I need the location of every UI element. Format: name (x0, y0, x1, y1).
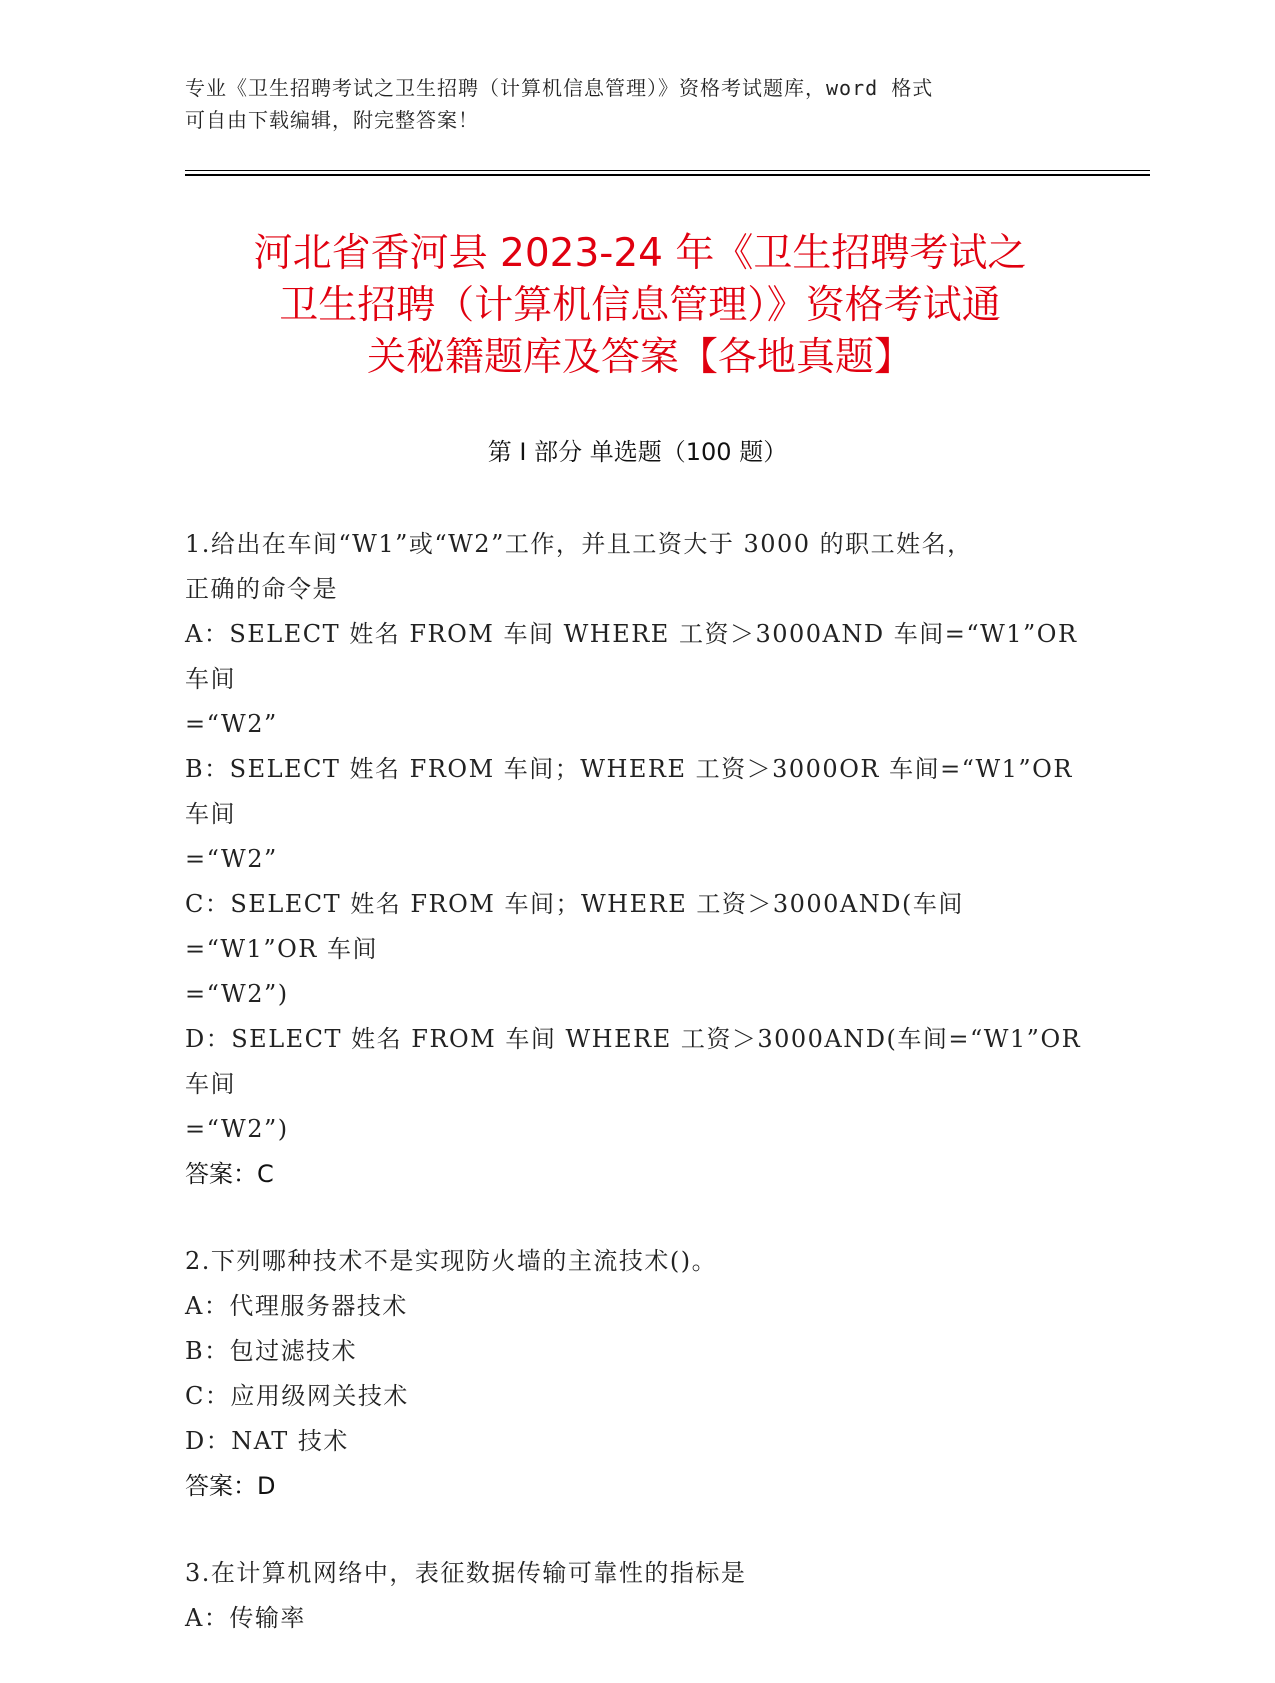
question-2-answer: 答案：D (185, 1472, 276, 1500)
header-rule-top (185, 170, 1150, 171)
question-1-option-a-line-2: =“W2” (185, 710, 278, 738)
section-title: 第 I 部分 单选题（100 题） (487, 438, 788, 466)
document-title-line-3: 关秘籍题库及答案【各地真题】 (366, 335, 913, 380)
question-list (185, 522, 1085, 1683)
header-note-line-2: 可自由下载编辑，附完整答案！ (185, 108, 479, 132)
document-title-line-2: 卫生招聘（计算机信息管理）》资格考试通 (279, 283, 1001, 328)
header-note (185, 72, 1065, 136)
document-title (150, 228, 1130, 384)
question-1-answer: 答案：C (185, 1160, 274, 1188)
question-1-option-c-line-2: =“W2”) (185, 980, 289, 1008)
question-1-stem-line-1: 1.给出在车间“W1”或“W2”工作，并且工资大于 3000 的职工姓名， (185, 530, 973, 558)
header-rule-bottom (185, 174, 1150, 176)
question-2 (185, 1239, 1085, 1509)
question-3 (185, 1551, 1085, 1641)
question-1-option-a-line-1: A：SELECT 姓名 FROM 车间 WHERE 工资＞3000AND 车间=“W1”OR 车间 (185, 620, 1078, 693)
question-1-option-d-line-2: =“W2”) (185, 1115, 289, 1143)
question-2-option-d: D：NAT 技术 (185, 1427, 349, 1455)
question-2-option-a: A：代理服务器技术 (185, 1292, 408, 1320)
question-1 (185, 522, 1085, 1197)
question-1-option-b-line-2: =“W2” (185, 845, 278, 873)
question-3-stem: 3.在计算机网络中，表征数据传输可靠性的指标是 (185, 1559, 747, 1587)
document-title-line-1: 河北省香河县 2023-24 年《卫生招聘考试之 (253, 231, 1027, 276)
question-2-stem: 2.下列哪种技术不是实现防火墙的主流技术()。 (185, 1247, 718, 1275)
question-2-option-c: C：应用级网关技术 (185, 1382, 409, 1410)
question-1-option-c-line-1: C：SELECT 姓名 FROM 车间；WHERE 工资＞3000AND(车间=“W1”OR 车间 (185, 890, 964, 963)
question-2-option-b: B：包过滤技术 (185, 1337, 358, 1365)
header-note-line-1: 专业《卫生招聘考试之卫生招聘（计算机信息管理）》资格考试题库，word 格式 (185, 76, 934, 100)
question-3-option-a: A：传输率 (185, 1604, 306, 1632)
question-1-option-d-line-1: D：SELECT 姓名 FROM 车间 WHERE 工资＞3000AND(车间=“W1”OR 车间 (185, 1025, 1082, 1098)
question-1-option-b-line-1: B：SELECT 姓名 FROM 车间；WHERE 工资＞3000OR 车间=“W1”OR 车间 (185, 755, 1073, 828)
question-1-stem-line-2: 正确的命令是 (185, 575, 338, 603)
